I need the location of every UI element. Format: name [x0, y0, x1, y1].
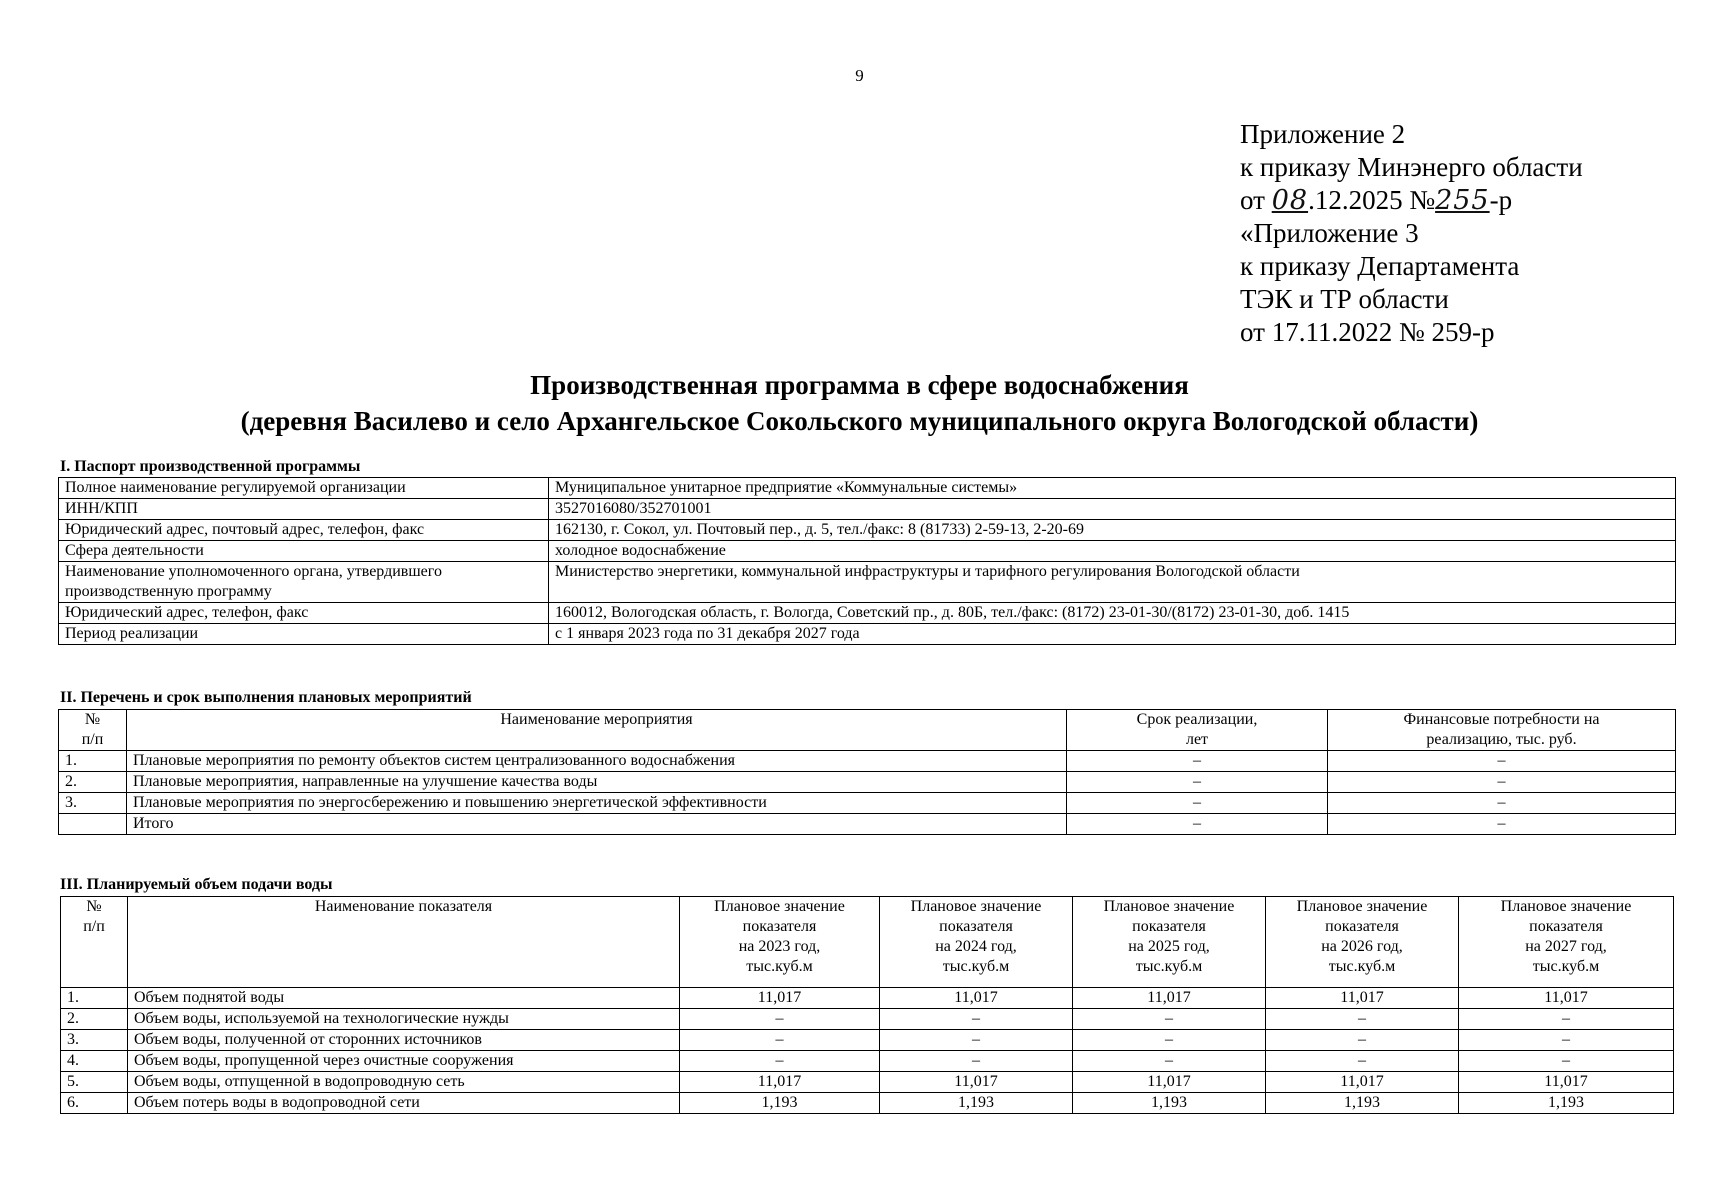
value-cell: 1,193	[1266, 1093, 1459, 1114]
row-term: –	[1067, 751, 1328, 772]
passport-label: ИНН/КПП	[59, 499, 549, 520]
appendix-line-6: ТЭК и ТР области	[1240, 284, 1449, 314]
passport-value: Министерство энергетики, коммунальной инфраструктуры и тарифного регулирования Вологодской области	[549, 562, 1676, 603]
row-num: 2.	[61, 1009, 128, 1030]
value-cell: 11,017	[680, 988, 880, 1009]
passport-value: 160012, Вологодская область, г. Вологда, Советский пр., д. 80Б, тел./факс: (8172) 23-01-30/(8172) 23-01-30, доб. 1415	[549, 603, 1676, 624]
table-row	[61, 1009, 1674, 1030]
value-cell: –	[1073, 1009, 1266, 1030]
measures-table	[58, 709, 1676, 835]
value-cell: –	[1266, 1051, 1459, 1072]
passport-value: холодное водоснабжение	[549, 541, 1676, 562]
section-3-heading: III. Планируемый объем подачи воды	[60, 876, 333, 893]
value-cell: –	[680, 1009, 880, 1030]
header-name: Наименование мероприятия	[127, 710, 1067, 751]
value-cell: 11,017	[1073, 988, 1266, 1009]
appendix-line-1: Приложение 2	[1240, 119, 1406, 149]
table-row	[61, 1093, 1674, 1114]
table-row	[59, 603, 1676, 624]
value-cell: 11,017	[1073, 1072, 1266, 1093]
value-cell: 11,017	[1266, 988, 1459, 1009]
value-cell: –	[680, 1030, 880, 1051]
table-row	[59, 478, 1676, 499]
table-row	[61, 1051, 1674, 1072]
passport-value: 3527016080/352701001	[549, 499, 1676, 520]
row-num: 6.	[61, 1093, 128, 1114]
table-row	[59, 562, 1676, 603]
row-num: 3.	[61, 1030, 128, 1051]
passport-table	[58, 477, 1676, 645]
appendix-line-4: «Приложение 3	[1240, 218, 1419, 248]
table-row	[59, 624, 1676, 645]
row-num: 1.	[61, 988, 128, 1009]
table-header-row	[61, 897, 1674, 988]
value-cell: 1,193	[680, 1093, 880, 1114]
row-name: Плановые мероприятия по ремонту объектов систем централизованного водоснабжения	[127, 751, 1067, 772]
row-name: Объем поднятой воды	[128, 988, 680, 1009]
header-num: № п/п	[59, 710, 127, 751]
table-row	[59, 541, 1676, 562]
row-num: 3.	[59, 793, 127, 814]
value-cell: 11,017	[680, 1072, 880, 1093]
header-num: № п/п	[61, 897, 128, 988]
value-cell: –	[1459, 1051, 1674, 1072]
appendix-block	[1240, 118, 1583, 349]
row-name: Объем воды, пропущенной через очистные сооружения	[128, 1051, 680, 1072]
value-cell: –	[680, 1051, 880, 1072]
passport-label: Юридический адрес, почтовый адрес, телефон, факс	[59, 520, 549, 541]
value-cell: –	[1266, 1009, 1459, 1030]
passport-value: Муниципальное унитарное предприятие «Коммунальные системы»	[549, 478, 1676, 499]
row-finance: –	[1328, 814, 1676, 835]
order-mid: .12.2025 №	[1308, 185, 1436, 215]
row-num: 4.	[61, 1051, 128, 1072]
row-finance: –	[1328, 793, 1676, 814]
title-line-1: Производственная программа в сфере водоснабжения	[530, 370, 1189, 400]
header-year-2024: Плановое значение показателя на 2024 год, тыс.куб.м	[880, 897, 1073, 988]
row-name: Плановые мероприятия, направленные на улучшение качества воды	[127, 772, 1067, 793]
value-cell: 11,017	[1459, 1072, 1674, 1093]
passport-label: Юридический адрес, телефон, факс	[59, 603, 549, 624]
order-prefix: от	[1240, 185, 1272, 215]
header-name: Наименование показателя	[128, 897, 680, 988]
row-name: Объем воды, используемой на технологические нужды	[128, 1009, 680, 1030]
table-row	[61, 988, 1674, 1009]
row-num: 1.	[59, 751, 127, 772]
appendix-order-line	[1240, 184, 1583, 217]
table-row	[61, 1072, 1674, 1093]
value-cell: –	[1073, 1051, 1266, 1072]
value-cell: –	[1266, 1030, 1459, 1051]
row-term: –	[1067, 814, 1328, 835]
value-cell: 1,193	[1459, 1093, 1674, 1114]
header-year-2023: Плановое значение показателя на 2023 год, тыс.куб.м	[680, 897, 880, 988]
section-1-heading: I. Паспорт производственной программы	[60, 458, 361, 475]
handwritten-order-number: 255	[1435, 185, 1490, 216]
row-finance: –	[1328, 751, 1676, 772]
header-year-2027: Плановое значение показателя на 2027 год, тыс.куб.м	[1459, 897, 1674, 988]
passport-label: Период реализации	[59, 624, 549, 645]
row-num	[59, 814, 127, 835]
row-num: 2.	[59, 772, 127, 793]
passport-label: Наименование уполномоченного органа, утвердившего производственную программу	[59, 562, 549, 603]
value-cell: 11,017	[1459, 988, 1674, 1009]
value-cell: –	[1073, 1030, 1266, 1051]
table-row	[59, 751, 1676, 772]
table-row	[59, 499, 1676, 520]
document-title	[0, 367, 1719, 439]
passport-label: Полное наименование регулируемой организации	[59, 478, 549, 499]
row-name: Объем потерь воды в водопроводной сети	[128, 1093, 680, 1114]
appendix-line-5: к приказу Департамента	[1240, 251, 1520, 281]
value-cell: 11,017	[880, 1072, 1073, 1093]
table-row	[59, 793, 1676, 814]
value-cell: –	[880, 1009, 1073, 1030]
passport-label: Сфера деятельности	[59, 541, 549, 562]
handwritten-day: 08	[1271, 185, 1309, 216]
table-row	[59, 520, 1676, 541]
value-cell: 1,193	[880, 1093, 1073, 1114]
passport-value: с 1 января 2023 года по 31 декабря 2027 года	[549, 624, 1676, 645]
header-finance: Финансовые потребности на реализацию, тыс. руб.	[1328, 710, 1676, 751]
row-finance: –	[1328, 772, 1676, 793]
row-term: –	[1067, 772, 1328, 793]
header-year-2025: Плановое значение показателя на 2025 год, тыс.куб.м	[1073, 897, 1266, 988]
value-cell: –	[1459, 1009, 1674, 1030]
table-row	[59, 772, 1676, 793]
water-volume-table	[60, 896, 1674, 1114]
order-suffix: -р	[1489, 185, 1513, 215]
header-year-2026: Плановое значение показателя на 2026 год, тыс.куб.м	[1266, 897, 1459, 988]
section-2-heading: II. Перечень и срок выполнения плановых мероприятий	[60, 689, 472, 706]
value-cell: –	[1459, 1030, 1674, 1051]
title-line-2: (деревня Василево и село Архангельское Сокольского муниципального округа Вологодской области)	[240, 406, 1479, 436]
value-cell: –	[880, 1051, 1073, 1072]
passport-value: 162130, г. Сокол, ул. Почтовый пер., д. 5, тел./факс: 8 (81733) 2-59-13, 2-20-69	[549, 520, 1676, 541]
row-name: Объем воды, отпущенной в водопроводную сеть	[128, 1072, 680, 1093]
row-name: Объем воды, полученной от сторонних источников	[128, 1030, 680, 1051]
row-name: Итого	[127, 814, 1067, 835]
table-row	[61, 1030, 1674, 1051]
header-term: Срок реализации, лет	[1067, 710, 1328, 751]
appendix-line-7: от 17.11.2022 № 259-р	[1240, 317, 1495, 347]
row-term: –	[1067, 793, 1328, 814]
value-cell: 11,017	[1266, 1072, 1459, 1093]
row-name: Плановые мероприятия по энергосбережению и повышению энергетической эффективности	[127, 793, 1067, 814]
appendix-line-2: к приказу Минэнерго области	[1240, 152, 1583, 182]
value-cell: 1,193	[1073, 1093, 1266, 1114]
table-row	[59, 814, 1676, 835]
value-cell: –	[880, 1030, 1073, 1051]
value-cell: 11,017	[880, 988, 1073, 1009]
page-number: 9	[855, 66, 864, 85]
row-num: 5.	[61, 1072, 128, 1093]
table-header-row	[59, 710, 1676, 751]
